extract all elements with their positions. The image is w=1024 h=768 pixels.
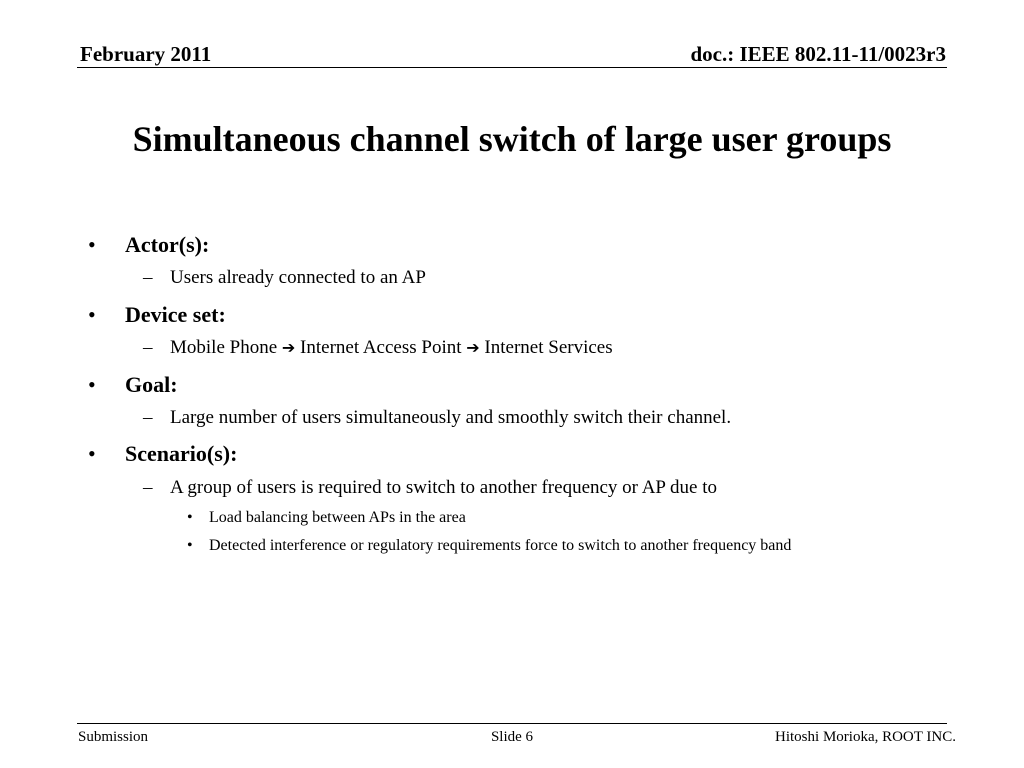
bullet-dot-icon: • [187,537,193,554]
device-internet-services: Internet Services [484,337,613,358]
sub-sub-bullet-text: Load balancing between APs in the area [209,509,466,526]
bullet-dot-icon: • [88,302,96,327]
bullet-scenarios [88,441,238,467]
bullet-label: Actor(s): [125,232,210,257]
sub-bullet-actors [143,266,426,290]
dash-icon: – [143,407,153,428]
footer-submission: Submission [78,729,149,745]
sub-bullet-text: Users already connected to an AP [170,267,426,288]
bullet-label: Device set: [125,302,226,327]
sub-bullet-device-set [143,336,613,360]
footer-slide-number: Slide 6 [490,729,534,745]
device-access-point: Internet Access Point [300,337,462,358]
bullet-goal [88,372,178,398]
header-divider [77,67,947,68]
bullet-actors [88,232,210,258]
header-doc-id: doc.: IEEE 802.11-11/0023r3 [690,42,946,66]
sub-bullet-text: A group of users is required to switch to another frequency or AP due to [170,477,718,498]
sub-sub-bullet-load-balancing [187,508,466,528]
bullet-device-set [88,302,226,328]
slide-title: Simultaneous channel switch of large user groups [132,119,892,159]
dash-icon: – [143,267,153,288]
bullet-label: Scenario(s): [125,441,238,466]
footer-author: Hitoshi Morioka, ROOT INC. [775,729,956,745]
sub-bullet-text: Large number of users simultaneously and smoothly switch their channel. [170,407,732,428]
bullet-label: Goal: [125,372,178,397]
bullet-dot-icon: • [88,232,96,257]
dash-icon: – [143,337,153,358]
bullet-dot-icon: • [187,509,193,526]
sub-bullet-scenarios [143,476,718,500]
arrow-right-icon: ➔ [466,338,480,357]
dash-icon: – [143,477,153,498]
device-mobile-phone: Mobile Phone [170,337,278,358]
sub-bullet-goal [143,406,732,430]
footer-divider [77,723,947,724]
arrow-right-icon: ➔ [281,338,296,357]
sub-sub-bullet-interference [187,536,792,556]
header-date: February 2011 [80,42,212,66]
bullet-dot-icon: • [88,372,96,397]
sub-sub-bullet-text: Detected interference or regulatory requirements force to switch to another frequency band [209,537,792,554]
bullet-dot-icon: • [88,441,96,466]
